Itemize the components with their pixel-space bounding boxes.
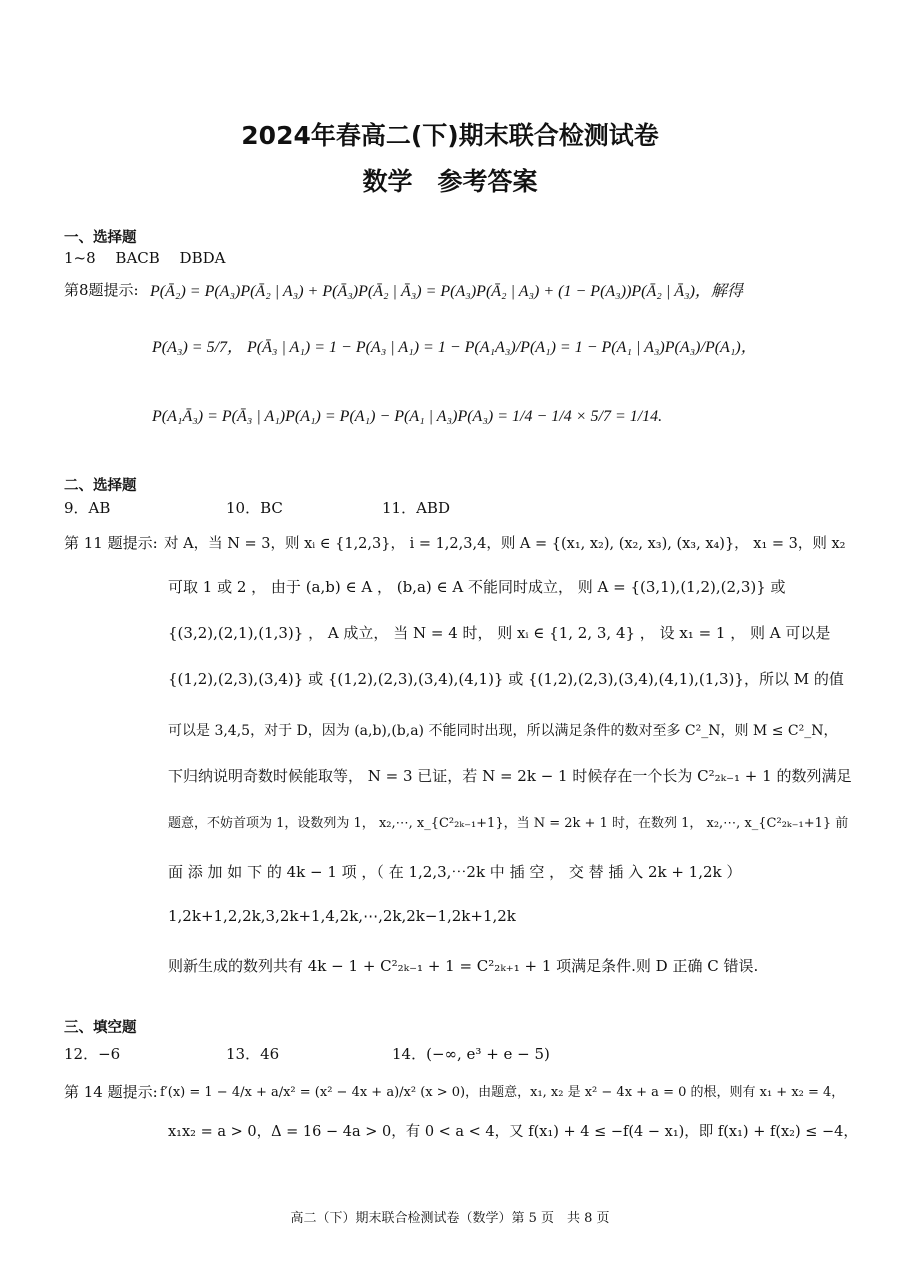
hint-11-label: 第 11 题提示:: [64, 534, 158, 552]
hint-11-line-10: 则新生成的数列共有 4k − 1 + C²₂ₖ₋₁ + 1 = C²₂ₖ₊₁ + 1 项满足条件.则 D 正确 C 错误.: [168, 957, 759, 975]
hint-11-line-1: 对 A，当 N = 3，则 xᵢ ∈ {1,2,3}， i = 1,2,3,4，则 A = {(x₁, x₂), (x₂, x₃), (x₃, x₄)}， x₁ = 3，则 x₂: [164, 536, 846, 552]
hint-11-line-9: 1,2k+1,2,2k,3,2k+1,4,2k,⋯,2k,2k−1,2k+1,2k: [168, 907, 516, 925]
page-subtitle: 数学 参考答案: [362, 167, 538, 196]
page-footer: 高二（下）期末联合检测试卷（数学）第 5 页 共 8 页: [290, 1211, 610, 1226]
hint-8-line-2: P(A₃) = 5/7， P(Ā₃ | A₁) = 1 − P(A₃ | A₁) = 1 − P(A₁A₃)/P(A₁) = 1 − P(A₁ | A₃)P(A₃)/P(A₁)，: [152, 339, 757, 356]
section-heading-fill-blank: 三、填空题: [64, 1020, 137, 1036]
section-heading-multiple-choice: 一、选择题: [64, 230, 137, 246]
hint-14-line-2: x₁x₂ = a > 0，Δ = 16 − 4a > 0，有 0 < a < 4，又 f(x₁) + 4 ≤ −f(4 − x₁)，即 f(x₁) + f(x₂) ≤ −4，: [168, 1124, 858, 1140]
answer-12: 12．−6: [64, 1045, 121, 1063]
hint-11-line-6: 下归纳说明奇数时候能取等， N = 3 已证，若 N = 2k − 1 时候存在一个长为 C²₂ₖ₋₁ + 1 的数列满足: [168, 767, 852, 785]
page-title: 2024年春高二(下)期末联合检测试卷: [241, 121, 659, 150]
hint-8-line-3: P(A₁Ā₃) = P(Ā₃ | A₁)P(A₁) = P(A₁) − P(A₁ | A₃)P(A₃) = 1/4 − 1/4 × 5/7 = 1/14.: [152, 408, 663, 425]
hint-11-line-2: 可取 1 或 2 ， 由于 (a,b) ∈ A ， (b,a) ∈ A 不能同时成立， 则 A = {(3,1),(1,2),(2,3)} 或: [168, 578, 786, 596]
hint-8-line-1: P(Ā₂) = P(A₃)P(Ā₂ | A₃) + P(Ā₃)P(Ā₂ | Ā₃) = P(A₃)P(Ā₂ | A₃) + (1 − P(A₃))P(Ā₂ | Ā₃)，解得: [150, 283, 743, 300]
answer-14: 14．(−∞, e³ + e − 5): [392, 1045, 550, 1063]
answer-13: 13．46: [226, 1045, 280, 1063]
answer-11: 11．ABD: [382, 499, 450, 517]
answer-10: 10．BC: [226, 499, 283, 517]
hint-11-line-7: 题意，不妨首项为 1，设数列为 1， x₂,⋯, x_{C²₂ₖ₋₁+1}，当 N = 2k + 1 时，在数列 1， x₂,⋯, x_{C²₂ₖ₋₁+1} 前: [168, 816, 849, 831]
hint-11-line-3: {(3,2),(2,1),(1,3)} ， A 成立， 当 N = 4 时， 则 xᵢ ∈ {1, 2, 3, 4} ， 设 x₁ = 1 ， 则 A 可以是: [168, 624, 831, 642]
hint-14-label: 第 14 题提示:: [64, 1083, 158, 1101]
hint-11-line-8: 面 添 加 如 下 的 4k − 1 项 ，（ 在 1,2,3,⋯2k 中 插 空 ， 交 替 插 入 2k + 1,2k ）: [168, 863, 742, 881]
hint-11-line-4: {(1,2),(2,3),(3,4)} 或 {(1,2),(2,3),(3,4),(4,1)} 或 {(1,2),(2,3),(3,4),(4,1),(1,3)}，所以 M 的值: [168, 670, 844, 688]
hint-14-line-1: f′(x) = 1 − 4/x + a/x² = (x² − 4x + a)/x² (x > 0)，由题意，x₁, x₂ 是 x² − 4x + a = 0 的根，则有 x₁ + x₂ = 4，: [160, 1085, 845, 1100]
hint-11-line-5: 可以是 3,4,5，对于 D，因为 (a,b),(b,a) 不能同时出现，所以满足条件的数对至多 C²_N，则 M ≤ C²_N，: [168, 723, 838, 739]
answer-9: 9．AB: [64, 499, 111, 517]
hint-8-label: 第8题提示:: [64, 281, 139, 299]
section-heading-multi-select: 二、选择题: [64, 478, 137, 494]
answers-1-8: 1~8 BACB DBDA: [64, 249, 226, 267]
